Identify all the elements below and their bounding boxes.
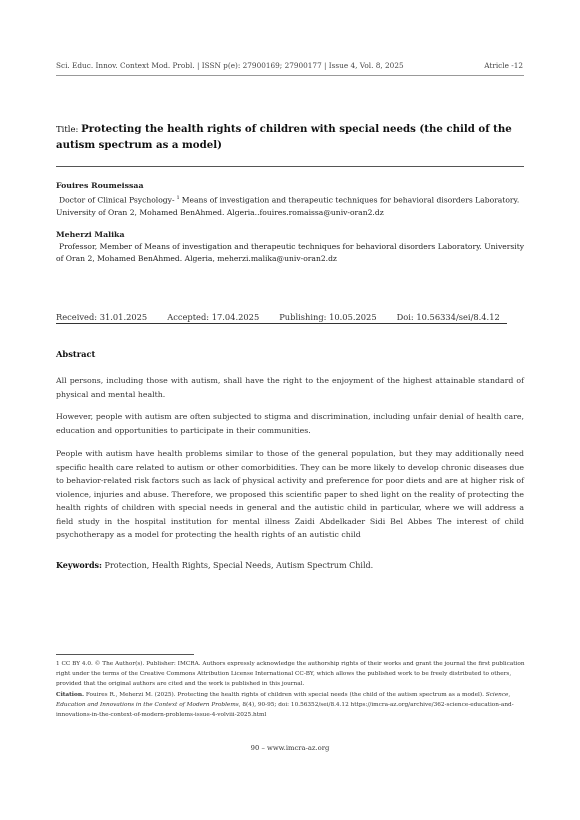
publishing-date: Publishing: 10.05.2025 (279, 312, 377, 322)
author-affiliation: Professor, Member of Means of investigation and therapeutic techniques for behavioral disorders Laboratory. University of Oran 2, Mohamed BenAhmed. Algeria, meherzi.malika@univ-oran2.dz (56, 242, 525, 264)
citation-journal: Science, Education and Innovations in the Context of Modern Problems, (56, 691, 511, 708)
abstract-paragraph-1: All persons, including those with autism, shall have the right to the enjoyment of the highest attainable standard of physical and mental health. (56, 376, 524, 399)
footnote-divider (56, 654, 194, 655)
accepted-date: Accepted: 17.04.2025 (167, 312, 260, 322)
author-name: Fouires Roumeissaa (56, 181, 144, 190)
doi-link[interactable]: Doi: 10.56334/sei/8.4.12 (396, 312, 500, 322)
citation (56, 690, 526, 721)
received-date: Received: 31.01.2025 (56, 312, 148, 322)
title-label: Title: (56, 125, 82, 135)
publication-dates (56, 312, 507, 324)
citation-text: Fouires R., Meherzi M. (2025). Protecting the health rights of children with special needs (the child of the autism spectrum as a model). (84, 691, 486, 698)
article-number: Atricle -12 (484, 61, 523, 70)
keywords (56, 560, 373, 570)
paper-title (56, 122, 524, 152)
page-footer[interactable]: 90 – www.imcra-az.org (250, 744, 330, 752)
author-block-1 (56, 180, 526, 219)
affiliation-prefix: Doctor of Clinical Psychology- (59, 195, 175, 205)
keywords-text: Protection, Health Rights, Special Needs, Autism Spectrum Child. (102, 561, 374, 570)
journal-header: Sci. Educ. Innov. Context Mod. Probl. | ISSN p(e): 27900169; 27900177 | Issue 4, Vol. 8, 2025 (56, 61, 404, 70)
author-block-2 (56, 229, 526, 266)
abstract-paragraph-2: However, people with autism are often subjected to stigma and discrimination, including unfair denial of health care, education and opportunities to participate in their communities. (56, 412, 524, 435)
title-text: Protecting the health rights of children with special needs (the child of the autism spectrum as a model) (56, 123, 512, 151)
citation-link[interactable]: 8(4), 90-95; doi: 10.56352/sei/8.4.12 https://imcra-az.org/archive/362-science-education-and-innovations-in-the-context-of-modern-problems-issue-4-volviii-2025.html (56, 701, 514, 719)
footnote-marker[interactable]: 1 (176, 195, 180, 202)
header-divider (56, 75, 524, 76)
footnote (56, 659, 526, 720)
author-affiliation (56, 192, 526, 219)
keywords-label: Keywords: (56, 560, 103, 570)
license-note: 1 CC BY 4.0. © The Author(s). Publisher: IMCRA. Authors expressly acknowledge the authorship rights of their works and grant the journal the first publication right under the terms of the Creative Commons Attribution License International CC-BY, which allows the published work to be freely distributed to others, provided that the original authors are cited and the work is published in this journal. (56, 661, 525, 688)
author-name: Meherzi Malika (56, 230, 125, 239)
title-divider (56, 166, 524, 167)
abstract-paragraph-3: People with autism have health problems similar to those of the general population, but they may additionally need specific health care related to autism or other comorbidities. They can be more likely to develop chronic diseases due to behavior-related risk factors such as lack of physical activity and preference for poor diets and are at higher risk of violence, injuries and abuse. Therefore, we proposed this scientific paper to shed light on the reality of protecting the health rights of children with special needs in general and the autistic child in particular, where we will address a field study in the hospital institution for mental illness Zaidi Abdelkader Sidi Bel Abbes The interest of child psychotherapy as a model for protecting the health rights of an autistic child (56, 449, 524, 539)
citation-label: Citation. (56, 691, 85, 698)
affiliation-text: Means of investigation and therapeutic techniques for behavioral disorders Laboratory. University of Oran 2, Mohamed BenAhmed. Algeria..fouires.romaissa@univ-oran2.dz (56, 195, 520, 217)
abstract-heading: Abstract (56, 349, 96, 359)
